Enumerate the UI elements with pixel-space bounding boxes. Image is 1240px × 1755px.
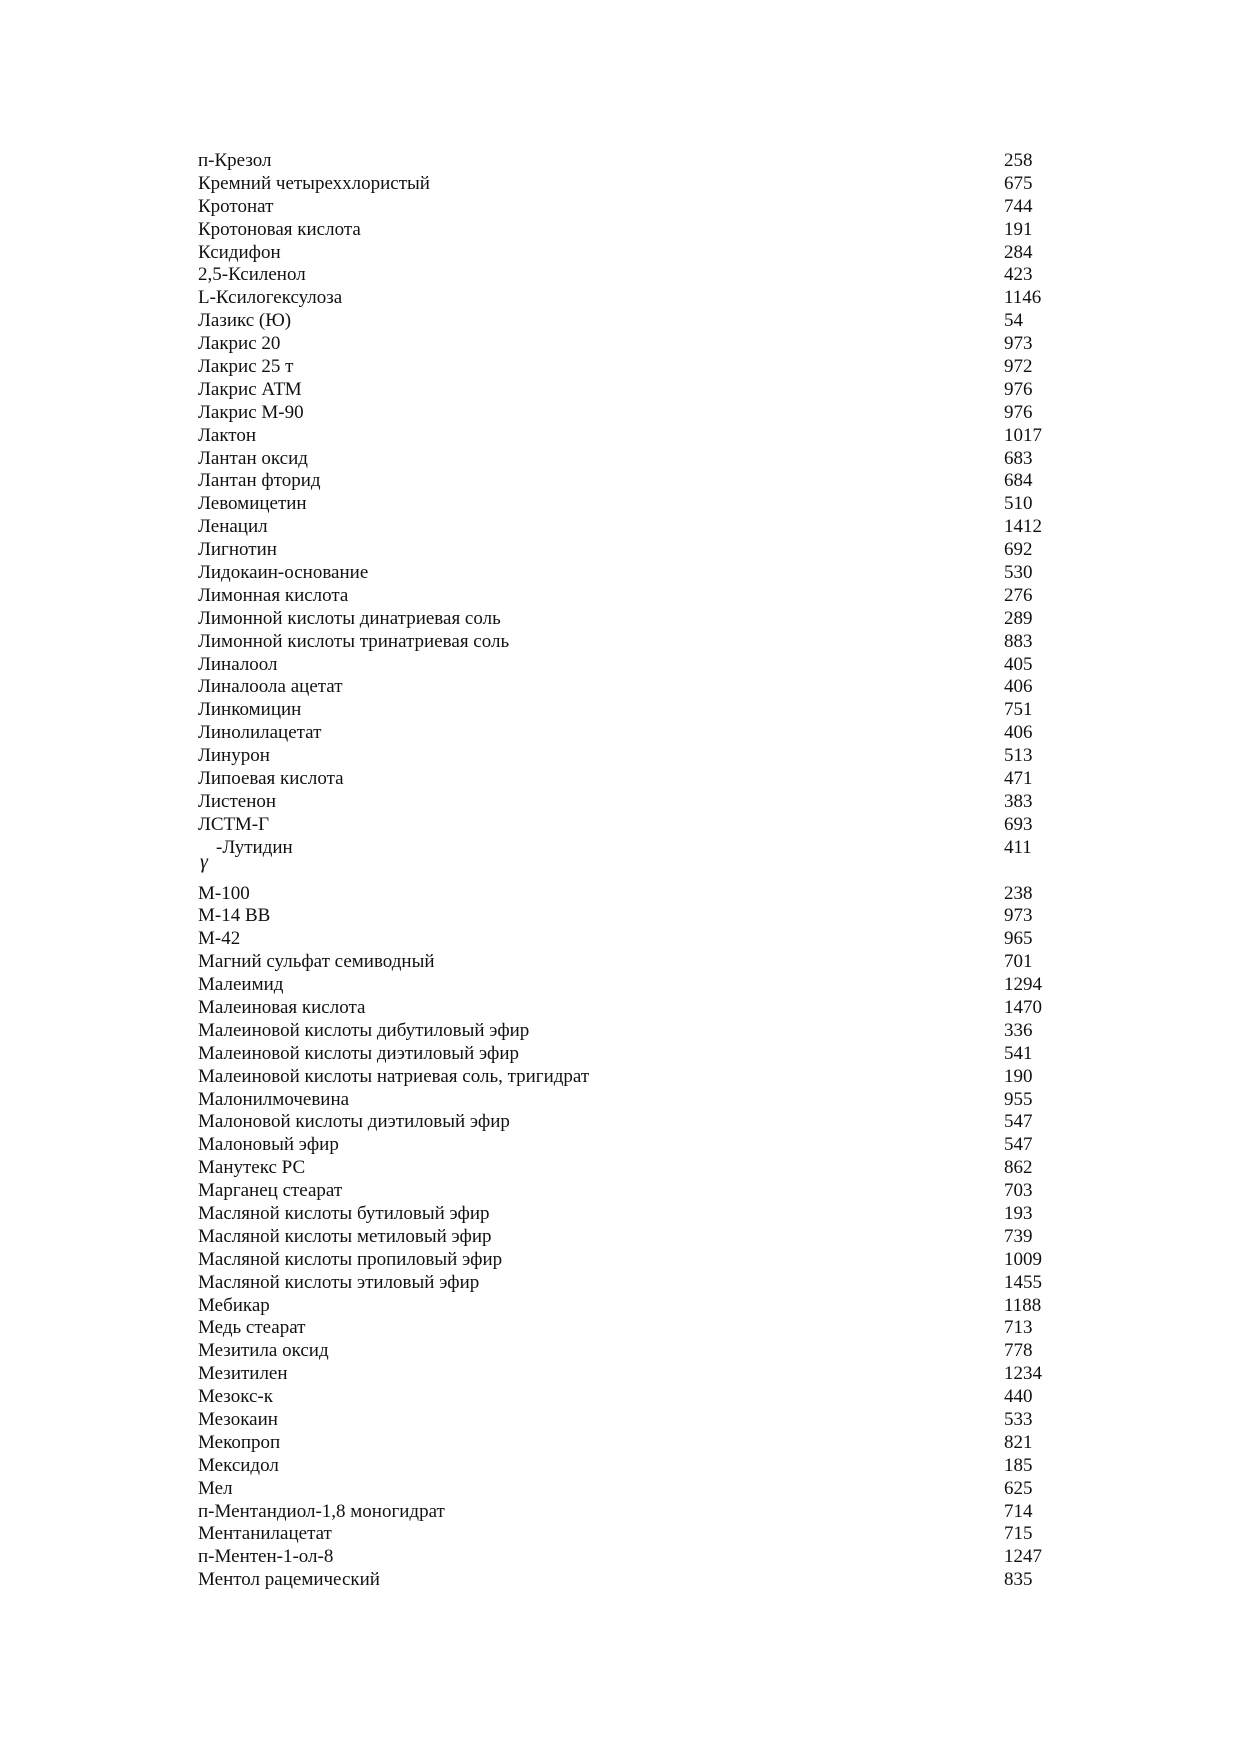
index-page-number: 1412	[1004, 516, 1042, 538]
index-entry	[198, 356, 1078, 379]
index-entry	[198, 585, 1078, 608]
index-entry	[198, 997, 1078, 1020]
index-term: п-Ментандиол-1,8 моногидрат	[198, 1500, 445, 1522]
index-entry	[198, 448, 1078, 471]
index-term: Лактон	[198, 424, 257, 446]
index-page-number: 625	[1004, 1477, 1033, 1499]
index-page-number: 692	[1004, 539, 1033, 561]
index-page-number: 185	[1004, 1454, 1033, 1476]
index-page-number: 190	[1004, 1065, 1033, 1087]
index-page-number: 1234	[1004, 1363, 1042, 1385]
index-term: Листенон	[198, 790, 277, 812]
index-page-number: 405	[1004, 653, 1033, 675]
index-entry	[198, 539, 1078, 562]
index-term: Ленацил	[198, 516, 268, 538]
index-page-number: 684	[1004, 470, 1033, 492]
index-entry	[198, 425, 1078, 448]
index-page-number: 713	[1004, 1317, 1033, 1339]
index-list	[198, 150, 1078, 1592]
index-entry	[198, 699, 1078, 722]
index-term: М-14 ВВ	[198, 905, 271, 927]
index-entry	[198, 974, 1078, 997]
index-term: Лимонной кислоты динатриевая соль	[198, 607, 501, 629]
index-term: Лимонная кислота	[198, 584, 349, 606]
index-entry	[198, 814, 1078, 837]
index-page-number: 513	[1004, 745, 1033, 767]
index-entry	[198, 745, 1078, 768]
index-term: Малеиновой кислоты натриевая соль, тригидрат	[198, 1065, 590, 1087]
index-entry	[198, 1226, 1078, 1249]
index-page-number: 423	[1004, 264, 1033, 286]
index-page-number: 739	[1004, 1225, 1033, 1247]
index-term: Лакрис 20	[198, 333, 281, 355]
index-entry	[198, 287, 1078, 310]
index-term: Малеимид	[198, 974, 284, 996]
index-term: Линурон	[198, 745, 270, 767]
index-entry	[198, 608, 1078, 631]
index-entry	[198, 1157, 1078, 1180]
index-term: Малеиновой кислоты диэтиловый эфир	[198, 1042, 520, 1064]
index-entry	[198, 1523, 1078, 1546]
index-page-number: 972	[1004, 356, 1033, 378]
index-entry	[198, 1455, 1078, 1478]
index-page-number: 973	[1004, 905, 1033, 927]
index-page-number: 862	[1004, 1157, 1033, 1179]
index-page-number: 976	[1004, 378, 1033, 400]
index-page-number: 541	[1004, 1042, 1033, 1064]
index-term: Линалоол	[198, 653, 278, 675]
index-entry	[198, 905, 1078, 928]
index-entry	[198, 219, 1078, 242]
index-entry	[198, 196, 1078, 219]
index-term: Мекопроп	[198, 1431, 281, 1453]
index-entry	[198, 242, 1078, 265]
index-term: Кротоновая кислота	[198, 218, 361, 240]
index-term: Ксидифон	[198, 241, 281, 263]
index-page-number: 276	[1004, 584, 1033, 606]
index-entry	[198, 1409, 1078, 1432]
index-page-number: 547	[1004, 1111, 1033, 1133]
index-term: L-Ксилогексулоза	[198, 287, 343, 309]
index-term: Малонилмочевина	[198, 1088, 350, 1110]
index-entry	[198, 1432, 1078, 1455]
index-page-number: 336	[1004, 1019, 1033, 1041]
index-entry	[198, 1043, 1078, 1066]
index-page-number: 1294	[1004, 974, 1042, 996]
index-page-number: 703	[1004, 1180, 1033, 1202]
index-entry	[198, 1111, 1078, 1134]
index-entry	[198, 883, 1078, 906]
index-page-number: 383	[1004, 790, 1033, 812]
index-page-number: 238	[1004, 882, 1033, 904]
index-entry	[198, 1180, 1078, 1203]
index-entry	[198, 379, 1078, 402]
index-term: Марганец стеарат	[198, 1180, 343, 1202]
index-page-number: 193	[1004, 1202, 1033, 1224]
index-page-number: 821	[1004, 1431, 1033, 1453]
index-term: Малоновый эфир	[198, 1134, 339, 1156]
index-page-number: 471	[1004, 768, 1033, 790]
index-page-number: 744	[1004, 195, 1033, 217]
index-page-number: 284	[1004, 241, 1033, 263]
index-entry	[198, 310, 1078, 333]
index-page-number: 1146	[1004, 287, 1042, 309]
index-page-number: 1455	[1004, 1271, 1042, 1293]
index-page-number: 955	[1004, 1088, 1033, 1110]
index-entry	[198, 516, 1078, 539]
index-page-number: 1017	[1004, 424, 1042, 446]
index-page-number: 406	[1004, 722, 1033, 744]
index-term: Мел	[198, 1477, 233, 1499]
index-page-number: 191	[1004, 218, 1033, 240]
index-entry	[198, 562, 1078, 585]
index-term: Лантан фторид	[198, 470, 321, 492]
index-entry	[198, 1478, 1078, 1501]
index-entry	[198, 1272, 1078, 1295]
index-entry	[198, 768, 1078, 791]
index-entry	[198, 1134, 1078, 1157]
index-term: Медь стеарат	[198, 1317, 306, 1339]
index-page-number: 411	[1004, 836, 1032, 858]
index-page-number: 289	[1004, 607, 1033, 629]
index-page-number: 701	[1004, 951, 1033, 973]
index-term: Мезитила оксид	[198, 1340, 329, 1362]
index-term: Ментол рацемический	[198, 1569, 380, 1591]
index-term: Лазикс (Ю)	[198, 310, 292, 332]
index-term: п-Крезол	[198, 150, 272, 171]
index-term: Малеиновая кислота	[198, 996, 366, 1018]
index-page-number: 715	[1004, 1523, 1033, 1545]
index-term: Мексидол	[198, 1454, 279, 1476]
index-entry	[198, 264, 1078, 287]
index-page-number: 1247	[1004, 1546, 1042, 1568]
index-term: Масляной кислоты пропиловый эфир	[198, 1248, 503, 1270]
index-page-number: 976	[1004, 401, 1033, 423]
index-term: Лимонной кислоты тринатриевая соль	[198, 630, 510, 652]
index-entry	[198, 676, 1078, 699]
index-entry	[198, 1501, 1078, 1524]
index-term: Липоевая кислота	[198, 768, 344, 790]
index-entry	[198, 1295, 1078, 1318]
index-term: Магний сульфат семиводный	[198, 951, 435, 973]
index-entry	[198, 1020, 1078, 1043]
index-entry	[198, 1386, 1078, 1409]
index-page-number: 533	[1004, 1409, 1033, 1430]
index-term: Лакрис М-90	[198, 401, 304, 423]
index-page-number: 547	[1004, 1134, 1033, 1156]
gamma-symbol: γ	[200, 850, 208, 873]
index-term: п-Ментен-1-ол-8	[198, 1546, 334, 1568]
index-entry	[198, 470, 1078, 493]
index-entry	[198, 1546, 1078, 1569]
index-entry	[198, 928, 1078, 951]
index-term: Мебикар	[198, 1294, 270, 1316]
index-entry	[198, 333, 1078, 356]
index-entry	[198, 1363, 1078, 1386]
index-entry	[198, 1203, 1078, 1226]
index-term: Лантан оксид	[198, 447, 308, 469]
index-term: Лакрис 25 т	[198, 356, 294, 378]
index-entry	[198, 837, 1078, 883]
index-page-number: 440	[1004, 1386, 1033, 1408]
index-page-number: 778	[1004, 1340, 1033, 1362]
index-page-number: 1188	[1004, 1294, 1042, 1316]
index-term: 2,5-Ксиленол	[198, 264, 306, 286]
index-term: Линалоола ацетат	[198, 676, 343, 698]
index-page-number: 693	[1004, 813, 1033, 835]
index-term: Масляной кислоты этиловый эфир	[198, 1271, 480, 1293]
index-page-number: 1009	[1004, 1248, 1042, 1270]
index-entry	[198, 402, 1078, 425]
index-page-number: 1470	[1004, 996, 1042, 1018]
index-term: М-100	[198, 882, 250, 904]
index-term: Кремний четыреххлористый	[198, 172, 430, 194]
index-page-number: 258	[1004, 150, 1033, 171]
index-page-number: 714	[1004, 1500, 1033, 1522]
index-entry	[198, 1249, 1078, 1272]
index-page-number: 883	[1004, 630, 1033, 652]
index-page-number: 510	[1004, 493, 1033, 515]
index-entry	[198, 1340, 1078, 1363]
index-entry	[198, 631, 1078, 654]
index-page-number: 751	[1004, 699, 1033, 721]
index-page-number: 54	[1004, 310, 1023, 332]
index-page-number: 530	[1004, 562, 1033, 584]
index-term: Масляной кислоты бутиловый эфир	[198, 1202, 490, 1224]
index-page-number: 406	[1004, 676, 1033, 698]
index-entry	[198, 951, 1078, 974]
index-term: Масляной кислоты метиловый эфир	[198, 1225, 492, 1247]
index-entry	[198, 722, 1078, 745]
index-entry	[198, 1066, 1078, 1089]
index-term: Мезокаин	[198, 1409, 278, 1430]
index-entry	[198, 654, 1078, 677]
index-term: Мезокс-к	[198, 1386, 273, 1408]
index-entry	[198, 1089, 1078, 1112]
index-entry	[198, 493, 1078, 516]
index-page-number: 973	[1004, 333, 1033, 355]
index-term: Малоновой кислоты диэтиловый эфир	[198, 1111, 510, 1133]
index-term: М-42	[198, 928, 241, 950]
index-term: Лакрис АТМ	[198, 378, 302, 400]
index-term: Ментанилацетат	[198, 1523, 332, 1545]
index-term: Линкомицин	[198, 699, 302, 721]
index-entry	[198, 173, 1078, 196]
index-page-number: 835	[1004, 1569, 1033, 1591]
index-term: Манутекс РС	[198, 1157, 306, 1179]
index-term: Лидокаин-основание	[198, 562, 369, 584]
index-term: -Лутидин	[216, 836, 293, 858]
index-term: Линолилацетат	[198, 722, 322, 744]
index-term: Мезитилен	[198, 1363, 288, 1385]
index-entry	[198, 150, 1078, 173]
index-term: Кротонат	[198, 195, 274, 217]
index-page-number: 675	[1004, 172, 1033, 194]
index-term: Малеиновой кислоты дибутиловый эфир	[198, 1019, 530, 1041]
index-page-number: 965	[1004, 928, 1033, 950]
index-entry	[198, 1569, 1078, 1592]
index-entry	[198, 1317, 1078, 1340]
index-term: Лигнотин	[198, 539, 277, 561]
index-term: Левомицетин	[198, 493, 307, 515]
index-page-number: 683	[1004, 447, 1033, 469]
index-term: ЛСТМ-Г	[198, 813, 270, 835]
index-entry	[198, 791, 1078, 814]
